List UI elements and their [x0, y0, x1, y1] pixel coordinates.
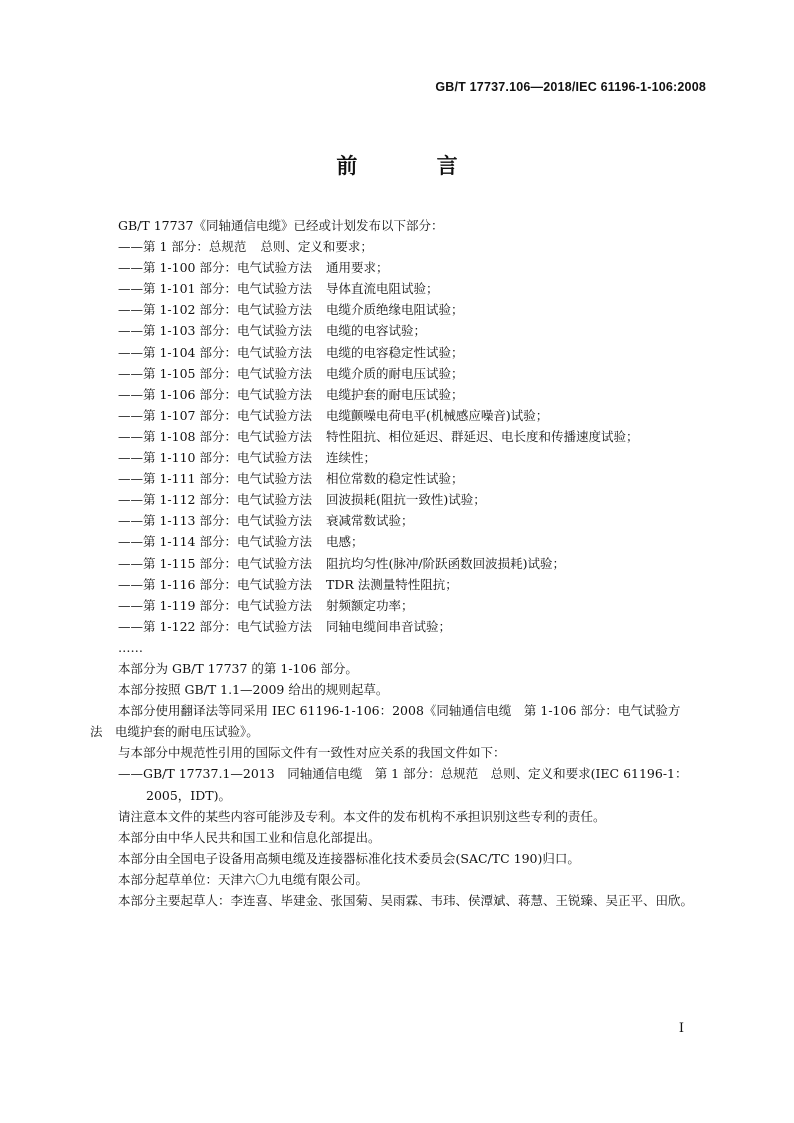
part-name: TDR 法测量特性阻抗； [325, 576, 458, 592]
part-name: 电缆介质绝缘电阻试验； [325, 302, 464, 318]
part-list-item [90, 278, 712, 299]
part-list-item [90, 236, 712, 257]
part-list-item [90, 510, 712, 531]
part-name: 电缆护套的耐电压试验； [325, 386, 464, 402]
ellipsis: …… [118, 639, 143, 655]
intro-paragraph: GB/T 17737《同轴通信电缆》已经或计划发布以下部分： [118, 218, 444, 233]
part-name: 衰减常数试验； [325, 513, 414, 529]
part-designation: ——第 1-116 部分：电气试验方法 [118, 576, 312, 592]
part-list-item [90, 405, 712, 426]
translation-statement-line-1: 本部分使用翻译法等同采用 IEC 61196-1-106：2008《同轴通信电缆 第 1-106 部分：电气试验方 [118, 703, 681, 719]
part-designation: ——第 1-107 部分：电气试验方法 [118, 407, 312, 423]
part-designation: ——第 1-106 部分：电气试验方法 [118, 386, 312, 402]
part-name: 电感； [325, 534, 364, 550]
part-statement: 本部分为 GB/T 17737 的第 1-106 部分。 [118, 660, 358, 676]
drafting-rule-statement: 本部分按照 GB/T 1.1—2009 给出的规则起草。 [118, 682, 389, 698]
foreword-body [90, 215, 712, 911]
centralized-by-statement: 本部分由全国电子设备用高频电缆及连接器标准化技术委员会(SAC/TC 190)归口。 [118, 850, 580, 866]
part-list-item [90, 342, 712, 363]
part-name: 电缆介质的耐电压试验； [325, 365, 464, 381]
page-title: 前 言 [336, 154, 494, 178]
part-name: 通用要求； [325, 260, 389, 276]
part-name: 特性阻抗、相位延迟、群延迟、电长度和传播速度试验； [325, 428, 639, 444]
drafting-unit-statement: 本部分起草单位：天津六〇九电缆有限公司。 [118, 871, 369, 887]
reference-line-1: ——GB/T 17737.1—2013 同轴通信电缆 第 1 部分：总规范 总则、定义和要求(IEC 61196-1： [118, 766, 688, 782]
part-list-item [90, 553, 712, 574]
proposed-by-statement: 本部分由中华人民共和国工业和信息化部提出。 [118, 829, 381, 845]
part-designation: ——第 1-113 部分：电气试验方法 [118, 513, 312, 529]
drafters-statement: 本部分主要起草人：李连喜、毕建金、张国菊、吴雨霖、韦玮、侯潭斌、蒋慧、王锐臻、吴正平、田欣。 [118, 893, 694, 908]
part-name: 总则、定义和要求； [260, 239, 373, 255]
part-designation: ——第 1 部分：总规范 [118, 239, 247, 255]
part-designation: ——第 1-102 部分：电气试验方法 [118, 302, 312, 318]
part-list-item [90, 616, 712, 637]
part-list-item [90, 320, 712, 341]
part-list-item [90, 447, 712, 468]
document-number-header: GB/T 17737.106—2018/IEC 61196-1-106:2008 [435, 80, 706, 94]
translation-statement-line-2: 法 电缆护套的耐电压试验》。 [90, 724, 259, 740]
part-designation: ——第 1-100 部分：电气试验方法 [118, 260, 312, 276]
part-list-item [90, 299, 712, 320]
part-name: 连续性； [325, 450, 376, 466]
part-list-item [90, 257, 712, 278]
part-designation: ——第 1-108 部分：电气试验方法 [118, 428, 312, 444]
part-name: 回波损耗(阻抗一致性)试验； [325, 492, 486, 508]
part-name: 同轴电缆间串音试验； [325, 618, 451, 634]
part-designation: ——第 1-104 部分：电气试验方法 [118, 344, 312, 360]
part-designation: ——第 1-105 部分：电气试验方法 [118, 365, 312, 381]
part-designation: ——第 1-119 部分：电气试验方法 [118, 597, 312, 613]
part-list-item [90, 574, 712, 595]
part-designation: ——第 1-111 部分：电气试验方法 [118, 471, 312, 487]
part-list-item [90, 489, 712, 510]
part-name: 射频额定功率； [325, 597, 414, 613]
part-name: 电缆的电容稳定性试验； [325, 344, 464, 360]
part-name: 导体直流电阻试验； [325, 281, 439, 297]
part-designation: ——第 1-122 部分：电气试验方法 [118, 618, 312, 634]
parts-list [90, 236, 712, 637]
part-name: 相位常数的稳定性试验； [325, 471, 464, 487]
part-name: 阻抗均匀性(脉冲/阶跃函数回波损耗)试验； [325, 555, 565, 571]
normative-reference-statement: 与本部分中规范性引用的国际文件有一致性对应关系的我国文件如下： [118, 745, 506, 761]
reference-line-2: 2005，IDT)。 [146, 787, 231, 803]
part-list-item [90, 531, 712, 552]
part-list-item [90, 426, 712, 447]
part-list-item [90, 363, 712, 384]
part-name: 电缆颤噪电荷电平(机械感应噪音)试验； [325, 407, 549, 423]
part-list-item [90, 468, 712, 489]
part-designation: ——第 1-110 部分：电气试验方法 [118, 450, 312, 466]
part-designation: ——第 1-115 部分：电气试验方法 [118, 555, 312, 571]
part-designation: ——第 1-112 部分：电气试验方法 [118, 492, 312, 508]
page-number: I [678, 1021, 684, 1036]
part-designation: ——第 1-101 部分：电气试验方法 [118, 281, 312, 297]
part-designation: ——第 1-103 部分：电气试验方法 [118, 323, 312, 339]
part-list-item [90, 384, 712, 405]
part-designation: ——第 1-114 部分：电气试验方法 [118, 534, 312, 550]
part-name: 电缆的电容试验； [325, 323, 426, 339]
patent-notice: 请注意本文件的某些内容可能涉及专利。本文件的发布机构不承担识别这些专利的责任。 [118, 808, 606, 824]
part-list-item [90, 595, 712, 616]
